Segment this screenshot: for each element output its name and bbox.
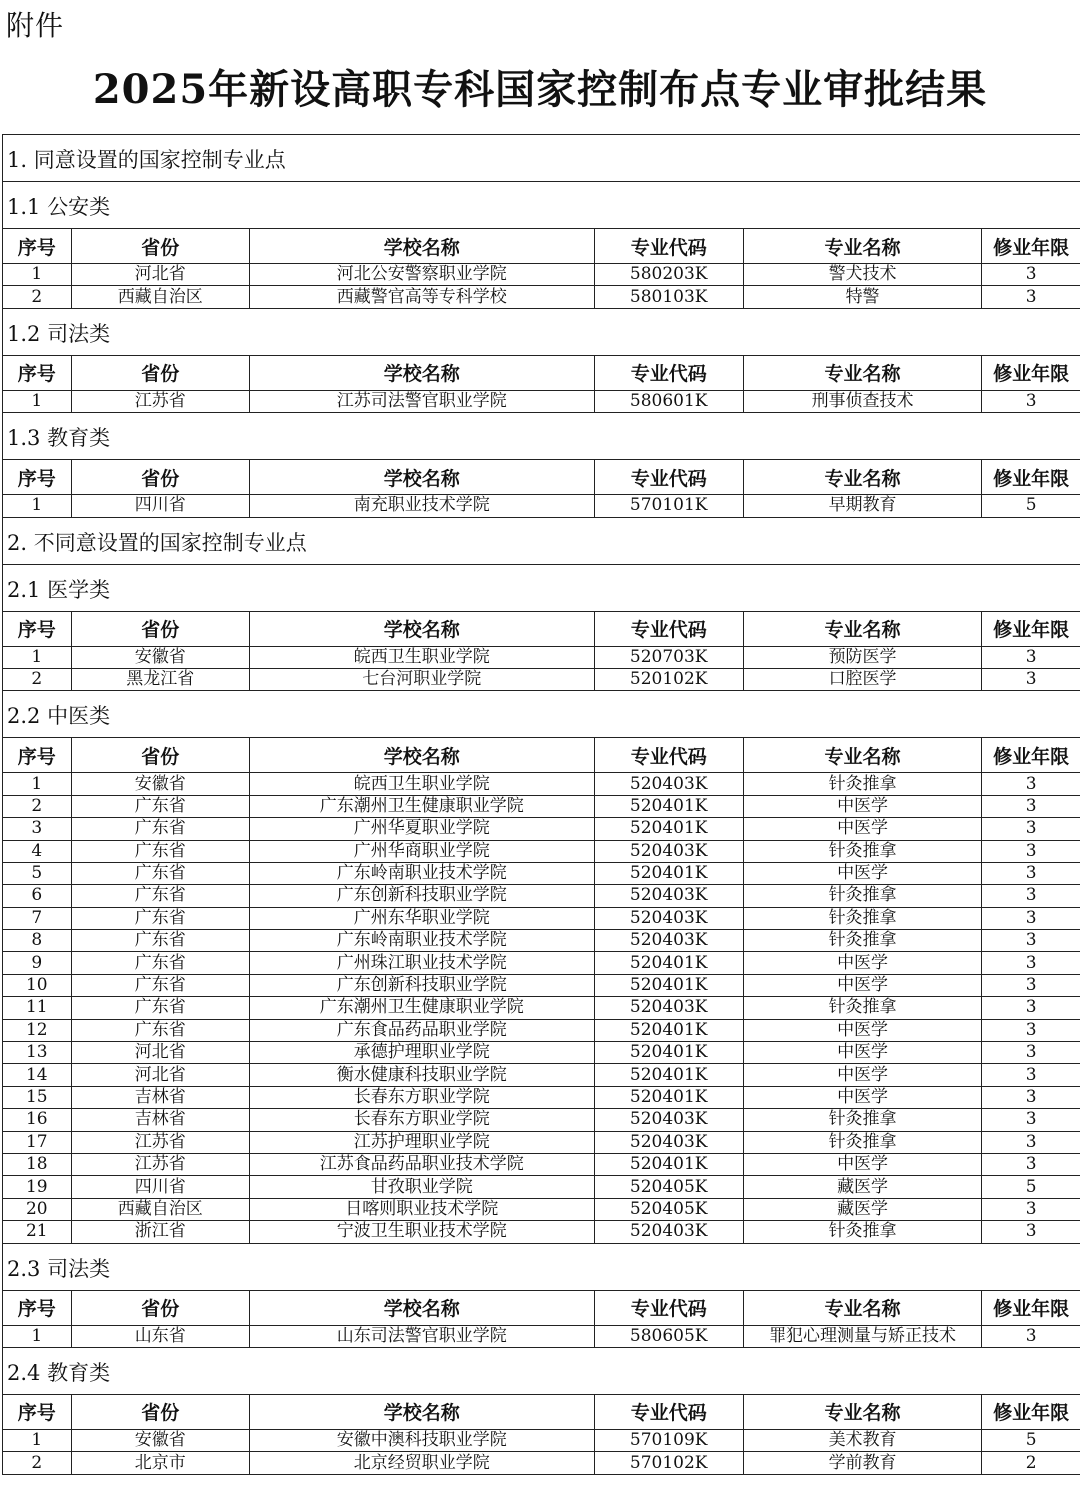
major-name-cell: 特警 xyxy=(743,286,981,308)
section-heading: 1. 同意设置的国家控制专业点 xyxy=(3,135,1080,182)
school-name-cell: 衡水健康科技职业学院 xyxy=(249,1064,594,1086)
study-years-cell: 3 xyxy=(982,264,1080,286)
school-name-cell: 长春东方职业学院 xyxy=(249,1109,594,1131)
row-number-cell: 20 xyxy=(3,1198,71,1220)
province-cell: 广东省 xyxy=(71,974,249,996)
school-name-cell: 河北公安警察职业学院 xyxy=(249,264,594,286)
major-name-cell: 预防医学 xyxy=(743,646,981,668)
row-number-cell: 2 xyxy=(3,1452,71,1474)
major-name-cell: 中医学 xyxy=(743,1153,981,1175)
header-study-years: 修业年限 xyxy=(982,356,1080,391)
study-years-cell: 3 xyxy=(982,1042,1080,1064)
header-major-name: 专业名称 xyxy=(743,738,981,773)
table-row xyxy=(3,773,1080,795)
row-number-cell: 2 xyxy=(3,286,71,308)
province-cell: 广东省 xyxy=(71,997,249,1019)
province-cell: 广东省 xyxy=(71,952,249,974)
header-major-name: 专业名称 xyxy=(743,356,981,391)
category-table xyxy=(3,612,1080,692)
table-row xyxy=(3,818,1080,840)
province-cell: 江苏省 xyxy=(71,1153,249,1175)
province-cell: 广东省 xyxy=(71,907,249,929)
header-major-code: 专业代码 xyxy=(594,612,743,647)
province-cell: 黑龙江省 xyxy=(71,668,249,690)
section-heading: 2. 不同意设置的国家控制专业点 xyxy=(3,518,1080,565)
page-title: 2025年新设高职专科国家控制布点专业审批结果 xyxy=(92,66,988,113)
row-number-cell: 18 xyxy=(3,1153,71,1175)
province-cell: 河北省 xyxy=(71,1042,249,1064)
header-province: 省份 xyxy=(71,460,249,495)
school-name-cell: 广东岭南职业技术学院 xyxy=(249,930,594,952)
school-name-cell: 皖西卫生职业学院 xyxy=(249,646,594,668)
row-number-cell: 15 xyxy=(3,1086,71,1108)
results-document xyxy=(2,134,1080,1475)
school-name-cell: 承德护理职业学院 xyxy=(249,1042,594,1064)
major-code-cell: 580601K xyxy=(594,390,743,412)
province-cell: 河北省 xyxy=(71,264,249,286)
header-study-years: 修业年限 xyxy=(982,612,1080,647)
major-code-cell: 520403K xyxy=(594,930,743,952)
table-row xyxy=(3,1325,1080,1347)
school-name-cell: 广州珠江职业技术学院 xyxy=(249,952,594,974)
category-table xyxy=(3,356,1080,413)
study-years-cell: 3 xyxy=(982,818,1080,840)
row-number-cell: 17 xyxy=(3,1131,71,1153)
table-row xyxy=(3,1429,1080,1451)
school-name-cell: 江苏护理职业学院 xyxy=(249,1131,594,1153)
row-number-cell: 1 xyxy=(3,390,71,412)
major-code-cell: 520403K xyxy=(594,1109,743,1131)
major-name-cell: 中医学 xyxy=(743,862,981,884)
major-code-cell: 520405K xyxy=(594,1198,743,1220)
row-number-cell: 19 xyxy=(3,1176,71,1198)
major-code-cell: 520403K xyxy=(594,1131,743,1153)
table-row xyxy=(3,840,1080,862)
major-name-cell: 中医学 xyxy=(743,795,981,817)
table-header-row xyxy=(3,356,1080,391)
school-name-cell: 七台河职业学院 xyxy=(249,668,594,690)
school-name-cell: 安徽中澳科技职业学院 xyxy=(249,1429,594,1451)
school-name-cell: 广州东华职业学院 xyxy=(249,907,594,929)
row-number-cell: 9 xyxy=(3,952,71,974)
major-code-cell: 520401K xyxy=(594,952,743,974)
major-code-cell: 520401K xyxy=(594,1042,743,1064)
category-table xyxy=(3,1291,1080,1348)
province-cell: 四川省 xyxy=(71,1176,249,1198)
header-school-name: 学校名称 xyxy=(249,1291,594,1326)
row-number-cell: 8 xyxy=(3,930,71,952)
row-number-cell: 21 xyxy=(3,1221,71,1243)
school-name-cell: 广州华商职业学院 xyxy=(249,840,594,862)
header-province: 省份 xyxy=(71,229,249,264)
major-code-cell: 520401K xyxy=(594,818,743,840)
major-name-cell: 口腔医学 xyxy=(743,668,981,690)
header-school-name: 学校名称 xyxy=(249,460,594,495)
study-years-cell: 3 xyxy=(982,952,1080,974)
header-row-number: 序号 xyxy=(3,229,71,264)
table-row xyxy=(3,862,1080,884)
row-number-cell: 2 xyxy=(3,668,71,690)
header-major-code: 专业代码 xyxy=(594,738,743,773)
study-years-cell: 3 xyxy=(982,1153,1080,1175)
province-cell: 广东省 xyxy=(71,1019,249,1041)
study-years-cell: 3 xyxy=(982,795,1080,817)
school-name-cell: 北京经贸职业学院 xyxy=(249,1452,594,1474)
school-name-cell: 广东创新科技职业学院 xyxy=(249,885,594,907)
school-name-cell: 西藏警官高等专科学校 xyxy=(249,286,594,308)
study-years-cell: 3 xyxy=(982,885,1080,907)
row-number-cell: 1 xyxy=(3,495,71,517)
major-name-cell: 学前教育 xyxy=(743,1452,981,1474)
major-name-cell: 中医学 xyxy=(743,1019,981,1041)
study-years-cell: 3 xyxy=(982,974,1080,996)
table-row xyxy=(3,1042,1080,1064)
header-province: 省份 xyxy=(71,612,249,647)
major-name-cell: 针灸推拿 xyxy=(743,1131,981,1153)
row-number-cell: 13 xyxy=(3,1042,71,1064)
table-row xyxy=(3,885,1080,907)
table-row xyxy=(3,1153,1080,1175)
study-years-cell: 3 xyxy=(982,907,1080,929)
major-name-cell: 针灸推拿 xyxy=(743,840,981,862)
header-study-years: 修业年限 xyxy=(982,460,1080,495)
header-school-name: 学校名称 xyxy=(249,356,594,391)
major-name-cell: 针灸推拿 xyxy=(743,885,981,907)
header-study-years: 修业年限 xyxy=(982,1395,1080,1430)
major-code-cell: 570109K xyxy=(594,1429,743,1451)
province-cell: 广东省 xyxy=(71,840,249,862)
province-cell: 山东省 xyxy=(71,1325,249,1347)
header-row-number: 序号 xyxy=(3,356,71,391)
study-years-cell: 3 xyxy=(982,840,1080,862)
major-code-cell: 520401K xyxy=(594,795,743,817)
study-years-cell: 2 xyxy=(982,1452,1080,1474)
study-years-cell: 5 xyxy=(982,1429,1080,1451)
table-row xyxy=(3,974,1080,996)
school-name-cell: 南充职业技术学院 xyxy=(249,495,594,517)
study-years-cell: 3 xyxy=(982,646,1080,668)
major-code-cell: 520703K xyxy=(594,646,743,668)
header-major-name: 专业名称 xyxy=(743,1395,981,1430)
school-name-cell: 皖西卫生职业学院 xyxy=(249,773,594,795)
province-cell: 江苏省 xyxy=(71,1131,249,1153)
header-school-name: 学校名称 xyxy=(249,738,594,773)
province-cell: 河北省 xyxy=(71,1064,249,1086)
major-name-cell: 刑事侦查技术 xyxy=(743,390,981,412)
header-school-name: 学校名称 xyxy=(249,1395,594,1430)
row-number-cell: 10 xyxy=(3,974,71,996)
header-major-name: 专业名称 xyxy=(743,1291,981,1326)
study-years-cell: 3 xyxy=(982,1019,1080,1041)
major-name-cell: 中医学 xyxy=(743,1042,981,1064)
header-study-years: 修业年限 xyxy=(982,738,1080,773)
major-name-cell: 藏医学 xyxy=(743,1198,981,1220)
school-name-cell: 江苏食品药品职业技术学院 xyxy=(249,1153,594,1175)
province-cell: 浙江省 xyxy=(71,1221,249,1243)
category-heading: 2.1 医学类 xyxy=(3,565,1080,612)
table-header-row xyxy=(3,1395,1080,1430)
table-row xyxy=(3,646,1080,668)
row-number-cell: 12 xyxy=(3,1019,71,1041)
table-row xyxy=(3,997,1080,1019)
header-major-code: 专业代码 xyxy=(594,460,743,495)
header-major-code: 专业代码 xyxy=(594,1291,743,1326)
table-row xyxy=(3,1198,1080,1220)
major-code-cell: 520403K xyxy=(594,997,743,1019)
category-table xyxy=(3,229,1080,309)
row-number-cell: 1 xyxy=(3,773,71,795)
major-code-cell: 520403K xyxy=(594,840,743,862)
major-code-cell: 520401K xyxy=(594,1086,743,1108)
major-name-cell: 警犬技术 xyxy=(743,264,981,286)
major-name-cell: 针灸推拿 xyxy=(743,997,981,1019)
major-code-cell: 580605K xyxy=(594,1325,743,1347)
major-code-cell: 520401K xyxy=(594,1019,743,1041)
study-years-cell: 3 xyxy=(982,286,1080,308)
province-cell: 北京市 xyxy=(71,1452,249,1474)
study-years-cell: 3 xyxy=(982,1198,1080,1220)
category-heading: 2.2 中医类 xyxy=(3,691,1080,738)
major-name-cell: 针灸推拿 xyxy=(743,1109,981,1131)
school-name-cell: 长春东方职业学院 xyxy=(249,1086,594,1108)
row-number-cell: 6 xyxy=(3,885,71,907)
header-row-number: 序号 xyxy=(3,1395,71,1430)
header-province: 省份 xyxy=(71,1395,249,1430)
header-major-code: 专业代码 xyxy=(594,356,743,391)
study-years-cell: 3 xyxy=(982,1221,1080,1243)
major-name-cell: 针灸推拿 xyxy=(743,930,981,952)
province-cell: 江苏省 xyxy=(71,390,249,412)
province-cell: 广东省 xyxy=(71,818,249,840)
category-table xyxy=(3,738,1080,1243)
header-school-name: 学校名称 xyxy=(249,612,594,647)
school-name-cell: 宁波卫生职业技术学院 xyxy=(249,1221,594,1243)
row-number-cell: 2 xyxy=(3,795,71,817)
province-cell: 广东省 xyxy=(71,930,249,952)
table-row xyxy=(3,907,1080,929)
school-name-cell: 广东创新科技职业学院 xyxy=(249,974,594,996)
major-code-cell: 580103K xyxy=(594,286,743,308)
school-name-cell: 广州华夏职业学院 xyxy=(249,818,594,840)
table-row xyxy=(3,952,1080,974)
school-name-cell: 日喀则职业技术学院 xyxy=(249,1198,594,1220)
province-cell: 西藏自治区 xyxy=(71,1198,249,1220)
major-name-cell: 中医学 xyxy=(743,952,981,974)
category-heading: 2.4 教育类 xyxy=(3,1348,1080,1395)
row-number-cell: 1 xyxy=(3,264,71,286)
row-number-cell: 14 xyxy=(3,1064,71,1086)
category-heading: 1.1 公安类 xyxy=(3,182,1080,229)
row-number-cell: 3 xyxy=(3,818,71,840)
major-code-cell: 520403K xyxy=(594,1221,743,1243)
header-province: 省份 xyxy=(71,738,249,773)
province-cell: 安徽省 xyxy=(71,646,249,668)
category-table xyxy=(3,460,1080,517)
major-code-cell: 520401K xyxy=(594,974,743,996)
table-row xyxy=(3,1019,1080,1041)
category-table xyxy=(3,1395,1080,1475)
table-row xyxy=(3,795,1080,817)
study-years-cell: 3 xyxy=(982,1064,1080,1086)
table-header-row xyxy=(3,612,1080,647)
major-code-cell: 580203K xyxy=(594,264,743,286)
major-name-cell: 中医学 xyxy=(743,818,981,840)
header-major-code: 专业代码 xyxy=(594,1395,743,1430)
table-row xyxy=(3,1064,1080,1086)
province-cell: 西藏自治区 xyxy=(71,286,249,308)
row-number-cell: 5 xyxy=(3,862,71,884)
major-name-cell: 早期教育 xyxy=(743,495,981,517)
row-number-cell: 1 xyxy=(3,1429,71,1451)
row-number-cell: 1 xyxy=(3,646,71,668)
table-row xyxy=(3,1109,1080,1131)
school-name-cell: 甘孜职业学院 xyxy=(249,1176,594,1198)
study-years-cell: 3 xyxy=(982,862,1080,884)
province-cell: 广东省 xyxy=(71,795,249,817)
table-row xyxy=(3,495,1080,517)
table-row xyxy=(3,1221,1080,1243)
category-heading: 2.3 司法类 xyxy=(3,1244,1080,1291)
header-province: 省份 xyxy=(71,1291,249,1326)
province-cell: 广东省 xyxy=(71,862,249,884)
major-name-cell: 美术教育 xyxy=(743,1429,981,1451)
attachment-label: 附件 xyxy=(6,9,65,42)
province-cell: 安徽省 xyxy=(71,1429,249,1451)
row-number-cell: 7 xyxy=(3,907,71,929)
table-row xyxy=(3,1086,1080,1108)
major-code-cell: 520401K xyxy=(594,1153,743,1175)
header-province: 省份 xyxy=(71,356,249,391)
major-code-cell: 520403K xyxy=(594,907,743,929)
major-name-cell: 罪犯心理测量与矫正技术 xyxy=(743,1325,981,1347)
major-code-cell: 570101K xyxy=(594,495,743,517)
table-row xyxy=(3,1452,1080,1474)
study-years-cell: 3 xyxy=(982,1109,1080,1131)
school-name-cell: 江苏司法警官职业学院 xyxy=(249,390,594,412)
study-years-cell: 3 xyxy=(982,1086,1080,1108)
province-cell: 广东省 xyxy=(71,885,249,907)
table-row xyxy=(3,264,1080,286)
category-heading: 1.3 教育类 xyxy=(3,413,1080,460)
study-years-cell: 5 xyxy=(982,1176,1080,1198)
major-name-cell: 针灸推拿 xyxy=(743,907,981,929)
province-cell: 吉林省 xyxy=(71,1086,249,1108)
major-name-cell: 针灸推拿 xyxy=(743,773,981,795)
row-number-cell: 16 xyxy=(3,1109,71,1131)
province-cell: 四川省 xyxy=(71,495,249,517)
school-name-cell: 广东潮州卫生健康职业学院 xyxy=(249,997,594,1019)
major-name-cell: 中医学 xyxy=(743,974,981,996)
school-name-cell: 广东岭南职业技术学院 xyxy=(249,862,594,884)
header-row-number: 序号 xyxy=(3,1291,71,1326)
study-years-cell: 3 xyxy=(982,1131,1080,1153)
study-years-cell: 5 xyxy=(982,495,1080,517)
major-code-cell: 520102K xyxy=(594,668,743,690)
row-number-cell: 1 xyxy=(3,1325,71,1347)
table-header-row xyxy=(3,229,1080,264)
major-code-cell: 520405K xyxy=(594,1176,743,1198)
table-row xyxy=(3,1131,1080,1153)
study-years-cell: 3 xyxy=(982,668,1080,690)
study-years-cell: 3 xyxy=(982,930,1080,952)
study-years-cell: 3 xyxy=(982,1325,1080,1347)
header-major-name: 专业名称 xyxy=(743,612,981,647)
header-study-years: 修业年限 xyxy=(982,229,1080,264)
table-row xyxy=(3,668,1080,690)
major-code-cell: 520401K xyxy=(594,862,743,884)
row-number-cell: 4 xyxy=(3,840,71,862)
school-name-cell: 山东司法警官职业学院 xyxy=(249,1325,594,1347)
major-name-cell: 藏医学 xyxy=(743,1176,981,1198)
header-study-years: 修业年限 xyxy=(982,1291,1080,1326)
major-name-cell: 中医学 xyxy=(743,1064,981,1086)
major-name-cell: 针灸推拿 xyxy=(743,1221,981,1243)
province-cell: 吉林省 xyxy=(71,1109,249,1131)
major-code-cell: 570102K xyxy=(594,1452,743,1474)
header-row-number: 序号 xyxy=(3,460,71,495)
major-code-cell: 520403K xyxy=(594,885,743,907)
study-years-cell: 3 xyxy=(982,390,1080,412)
table-header-row xyxy=(3,1291,1080,1326)
header-row-number: 序号 xyxy=(3,738,71,773)
category-heading: 1.2 司法类 xyxy=(3,309,1080,356)
table-header-row xyxy=(3,460,1080,495)
school-name-cell: 广东食品药品职业学院 xyxy=(249,1019,594,1041)
major-name-cell: 中医学 xyxy=(743,1086,981,1108)
header-major-code: 专业代码 xyxy=(594,229,743,264)
school-name-cell: 广东潮州卫生健康职业学院 xyxy=(249,795,594,817)
study-years-cell: 3 xyxy=(982,773,1080,795)
header-school-name: 学校名称 xyxy=(249,229,594,264)
table-row xyxy=(3,930,1080,952)
header-major-name: 专业名称 xyxy=(743,460,981,495)
table-row xyxy=(3,1176,1080,1198)
header-row-number: 序号 xyxy=(3,612,71,647)
table-header-row xyxy=(3,738,1080,773)
major-code-cell: 520403K xyxy=(594,773,743,795)
study-years-cell: 3 xyxy=(982,997,1080,1019)
province-cell: 安徽省 xyxy=(71,773,249,795)
row-number-cell: 11 xyxy=(3,997,71,1019)
header-major-name: 专业名称 xyxy=(743,229,981,264)
table-row xyxy=(3,390,1080,412)
major-code-cell: 520401K xyxy=(594,1064,743,1086)
table-row xyxy=(3,286,1080,308)
